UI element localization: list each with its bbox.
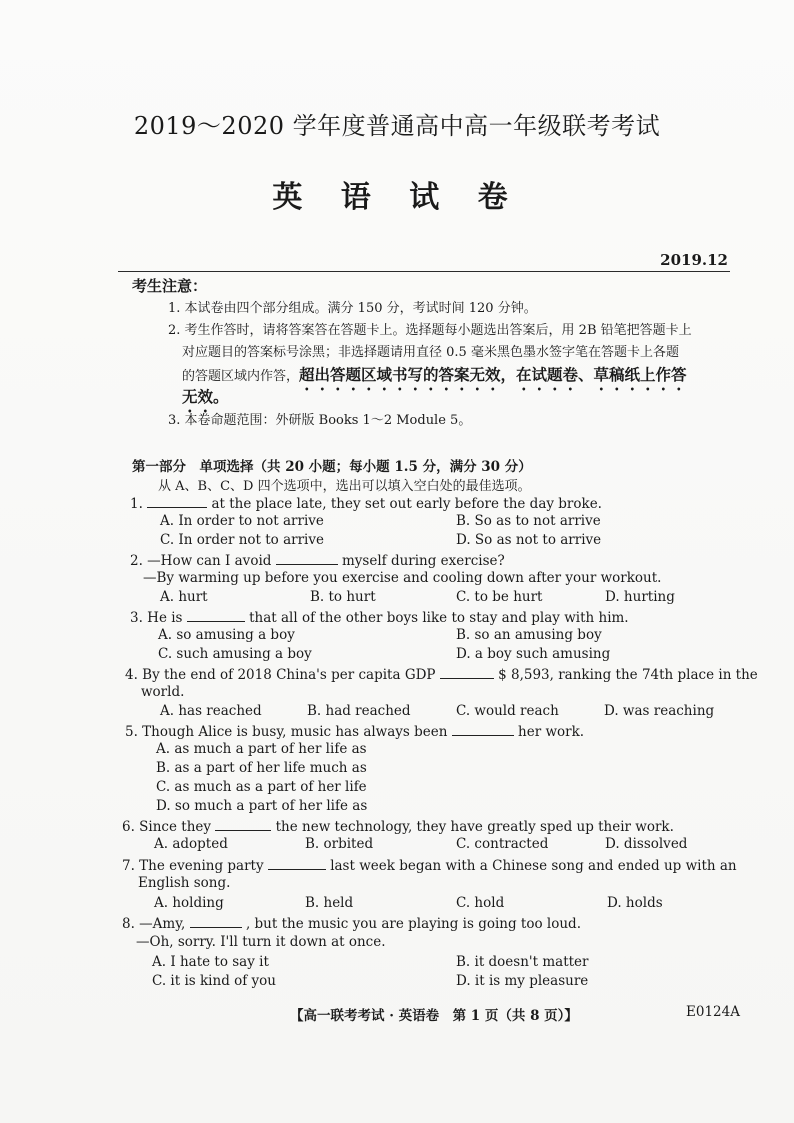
question-1-stem: 1. at the place late, they set out early before the day broke. — [130, 496, 602, 512]
q8-option-a: A. I hate to say it — [152, 954, 269, 970]
q4-option-b: B. had reached — [307, 703, 411, 719]
q2-option-c: C. to be hurt — [456, 589, 543, 605]
answer-blank — [268, 856, 326, 870]
notice-item-1: 1. 本试卷由四个部分组成。满分 150 分，考试时间 120 分钟。 — [168, 301, 537, 316]
exam-title: 2019～2020 学年度普通高中高一年级联考考试 — [133, 112, 661, 140]
question-2-reply: —By warming up before you exercise and cooling down after your workout. — [143, 570, 662, 586]
q7-option-b: B. held — [305, 895, 354, 911]
question-4-cont: world. — [141, 684, 185, 700]
q8-option-c: C. it is kind of you — [152, 973, 276, 989]
q3-option-c: C. such amusing a boy — [158, 646, 312, 662]
q1-option-a: A. In order to not arrive — [160, 513, 324, 529]
answer-blank — [452, 722, 514, 736]
q3-option-b: B. so an amusing boy — [456, 627, 602, 643]
header-divider — [118, 271, 730, 272]
q2-option-b: B. to hurt — [310, 589, 376, 605]
part1-instruction: 从 A、B、C、D 四个选项中，选出可以填入空白处的最佳选项。 — [158, 479, 531, 494]
question-4-stem: 4. By the end of 2018 China's per capita GDP $ 8,593, ranking the 74th place in the — [125, 667, 758, 683]
exam-code: E0124A — [686, 1004, 740, 1020]
page-footer: 【高一联考考试 · 英语卷 第 1 页（共 8 页）】 — [290, 1008, 578, 1024]
q6-option-b: B. orbited — [305, 836, 374, 852]
question-7-cont: English song. — [138, 875, 231, 891]
notice-item-2-cont-1: 对应题目的答案标号涂黑；非选择题请用直径 0.5 毫米黑色墨水签字笔在答题卡上各题 — [182, 345, 679, 360]
question-8-reply: —Oh, sorry. I'll turn it down at once. — [136, 934, 386, 950]
q7-option-c: C. hold — [456, 895, 505, 911]
q3-option-d: D. a boy such amusing — [456, 646, 611, 662]
q5-option-d: D. so much a part of her life as — [156, 798, 368, 814]
question-6-stem: 6. Since they the new technology, they have greatly sped up their work. — [122, 819, 674, 835]
q2-option-d: D. hurting — [605, 589, 675, 605]
question-2-stem: 2. —How can I avoid myself during exercise? — [130, 553, 505, 569]
subject-title: 英 语 试 卷 — [272, 180, 522, 215]
q3-option-a: A. so amusing a boy — [158, 627, 295, 643]
q4-option-c: C. would reach — [456, 703, 559, 719]
notice-emphasis: 超出答题区域书写的答案无效，在试题卷、草稿纸上作答 — [299, 365, 687, 384]
answer-blank — [440, 665, 494, 679]
question-3-stem: 3. He is that all of the other boys like to stay and play with him. — [130, 610, 629, 626]
question-5-stem: 5. Though Alice is busy, music has always been her work. — [125, 724, 585, 740]
q1-option-c: C. In order not to arrive — [160, 532, 324, 548]
notice-item-2: 2. 考生作答时，请将答案答在答题卡上。选择题每小题选出答案后，用 2B 铅笔把答题卡上 — [168, 323, 692, 338]
q7-option-d: D. holds — [607, 895, 663, 911]
q5-option-c: C. as much as a part of her life — [156, 779, 367, 795]
exam-date: 2019.12 — [660, 251, 728, 269]
q5-option-b: B. as a part of her life much as — [156, 760, 367, 776]
q6-option-c: C. contracted — [456, 836, 549, 852]
q1-option-d: D. So as not to arrive — [456, 532, 602, 548]
part1-heading: 第一部分 单项选择（共 20 小题；每小题 1.5 分，满分 30 分） — [132, 459, 532, 475]
q4-option-d: D. was reaching — [604, 703, 715, 719]
q8-option-d: D. it is my pleasure — [456, 973, 589, 989]
notice-heading: 考生注意： — [132, 277, 208, 295]
question-7-stem: 7. The evening party last week began with a Chinese song and ended up with an — [122, 858, 737, 874]
question-8-stem: 8. —Amy, , but the music you are playing is going too loud. — [122, 916, 581, 932]
q8-option-b: B. it doesn't matter — [456, 954, 589, 970]
answer-blank — [215, 817, 271, 831]
answer-blank — [276, 551, 338, 565]
q6-option-d: D. dissolved — [605, 836, 688, 852]
q7-option-a: A. holding — [154, 895, 224, 911]
q6-option-a: A. adopted — [154, 836, 228, 852]
notice-emphasis-cont: 无效。 — [182, 387, 229, 406]
answer-blank — [187, 608, 245, 622]
notice-item-3: 3. 本卷命题范围：外研版 Books 1～2 Module 5。 — [168, 413, 472, 428]
q1-option-b: B. So as to not arrive — [456, 513, 601, 529]
answer-blank — [147, 494, 207, 508]
q2-option-a: A. hurt — [160, 589, 208, 605]
notice-item-2-text: 的答题区域内作答， — [182, 369, 300, 384]
q5-option-a: A. as much a part of her life as — [156, 741, 367, 757]
q4-option-a: A. has reached — [160, 703, 262, 719]
answer-blank — [190, 914, 242, 928]
